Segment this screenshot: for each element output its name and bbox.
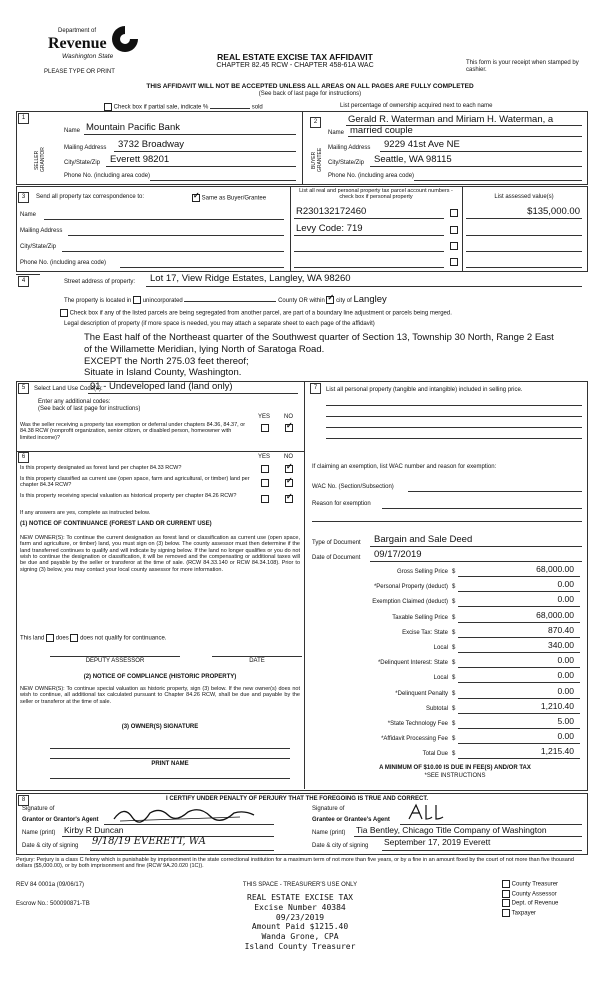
send-to-label: Send all property tax correspondence to: (36, 194, 145, 200)
receipt-note: This form is your receipt when stamped by cashier. (466, 60, 579, 74)
fin-row-label: *Delinquent Penalty (395, 691, 448, 697)
copy-treasurer-checkbox[interactable] (502, 880, 510, 888)
does-not-label: does not qualify for continuance. (80, 635, 167, 642)
see-back-header: (See back of last page for instructions) (258, 91, 362, 97)
fin-row-value[interactable]: 1,210.40 (540, 701, 574, 711)
grantee-name-label: Name (print) (312, 830, 346, 836)
grantee-signature (406, 802, 446, 822)
fin-row-dollar: $ (452, 630, 456, 636)
fin-row-label: Local (433, 645, 448, 651)
city-checkbox[interactable] (326, 296, 334, 304)
fin-row-dollar: $ (452, 615, 456, 621)
fin-row-dollar: $ (452, 584, 456, 590)
section-5-number: 5 (18, 383, 29, 394)
fin-row-underline (458, 576, 580, 577)
legal-label: Legal description of property (if more space is needed, you may attach a separate sheet to each page of the affidavit) (64, 321, 375, 327)
reason-label: Reason for exemption (312, 501, 371, 507)
legal-line-2[interactable]: of the Willamette Meridian, lying North of Saratoga Road. (84, 344, 325, 355)
notice1-text: NEW OWNER(S): To continue the current designation as forest land or classification as current use (open space, farm and agriculture, or timber) land, you must sign on (3) below. The county assessor must then determine if the land transferred continues to qualify and will indicate by signing below. If the land no longer qualifies or you do not wish to continue the designation or classification, it will be removed and the compensating or additional taxes will be due and payable by the seller or transferor at the time of sale. (RCW 84.33.140 or RCW 84.34.108). Prior to signing (3) below, you may contact your local county assessor for more information. (20, 535, 300, 573)
fin-row-value[interactable]: 0.00 (557, 686, 574, 696)
stamp-line-3: 09/23/2019 (275, 912, 325, 922)
copy-distribution (502, 880, 558, 918)
fin-row-value[interactable]: 0.00 (557, 655, 574, 665)
fin-row-underline (458, 682, 580, 683)
levy-code[interactable]: Levy Code: 719 (296, 223, 363, 234)
grantor-name-label: Name (print) (22, 830, 56, 836)
fin-row-value[interactable]: 0.00 (557, 594, 574, 604)
city-of-label: city of (336, 298, 352, 304)
grantor-date-city[interactable]: 9/18/19 EVERETT, WA (92, 836, 206, 847)
treasurer-use-label: THIS SPACE - TREASURER'S USE ONLY (242, 882, 358, 888)
fin-row-underline (458, 728, 580, 729)
copy-dor-checkbox[interactable] (502, 899, 510, 907)
sec6-q3-no-checkbox[interactable] (285, 495, 293, 503)
date-doc-label: Date of Document (312, 555, 361, 561)
corr-address-label: Mailing Address (20, 228, 63, 234)
additional-codes-label: Enter any additional codes: (38, 399, 111, 405)
please-type: PLEASE TYPE OR PRINT (44, 69, 115, 75)
assessed-header: List assessed value(s) (494, 194, 554, 200)
does-label: does (55, 635, 69, 642)
fin-row-value[interactable]: 68,000.00 (536, 564, 574, 574)
buyer-side-label: BUYER GRANTEE (311, 147, 323, 173)
stamp-line-6: Island County Treasurer (244, 941, 356, 951)
notice2-text: NEW OWNER(S): To continue special valuation as historic property, sign (3) below. If the new owner(s) does not wish to continue, all additional tax calculated pursuant to Chapter 84.26 RCW, shall be due and payable by the seller or transferor at the time of sale. (20, 686, 300, 705)
fin-row-label: *Personal Property (deduct) (373, 584, 448, 590)
sec5-no-checkbox[interactable] (285, 424, 293, 432)
section-6-number: 6 (18, 452, 29, 463)
fin-row-underline (458, 622, 580, 623)
warning-text: THIS AFFIDAVIT WILL NOT BE ACCEPTED UNLESS ALL AREAS ON ALL PAGES ARE FULLY COMPLETED (146, 83, 474, 90)
same-as-checkbox[interactable] (192, 194, 200, 202)
sec6-yes-header: YES (258, 454, 271, 460)
fin-row-label: Total Due (422, 751, 448, 757)
fin-row-label: Exemption Claimed (deduct) (372, 599, 448, 605)
seller-city-label: City/State/Zip (64, 160, 101, 166)
fin-row-value[interactable]: 68,000.00 (536, 610, 574, 620)
fin-row-value[interactable]: 5.00 (557, 716, 574, 726)
land-use-code[interactable]: 91 - Undeveloped land (land only) (90, 381, 233, 392)
seller-address[interactable]: 3732 Broadway (118, 139, 185, 150)
fin-row-value[interactable]: 340.00 (548, 640, 574, 650)
seller-name-label: Name (64, 128, 81, 134)
buyer-city-label: City/State/Zip (328, 160, 365, 166)
stamp-line-2: Excise Number 40384 (254, 902, 346, 912)
certify-statement: I CERTIFY UNDER PENALTY OF PERJURY THAT THE FOREGOING IS TRUE AND CORRECT. (166, 796, 429, 802)
seller-phone-label: Phone No. (including area code) (64, 173, 151, 179)
partial-sale-checkbox[interactable] (104, 103, 112, 111)
fin-row-value[interactable]: 0.00 (557, 670, 574, 680)
copy-assessor-label: County Assessor (511, 891, 557, 898)
fin-row-underline (458, 667, 580, 668)
property-street[interactable]: Lot 17, View Ridge Estates, Langley, WA 98260 (150, 273, 351, 284)
notice1-title: (1) NOTICE OF CONTINUANCE (FOREST LAND OR CURRENT USE) (20, 521, 212, 527)
see-instructions-label: *SEE INSTRUCTIONS (424, 773, 486, 779)
grantor-date-label: Date & city of signing (22, 843, 79, 849)
fin-row-label: *Affidavit Processing Fee (381, 736, 448, 742)
fin-row-dollar: $ (452, 736, 456, 742)
copy-taxpayer-checkbox[interactable] (502, 909, 510, 917)
section-4-number: 4 (18, 276, 29, 287)
additional-see-back: (See back of last page for instructions) (38, 406, 141, 412)
fin-row-value[interactable]: 870.40 (548, 625, 574, 635)
fin-row-label: Local (433, 675, 448, 681)
property-city[interactable]: Langley (353, 294, 387, 305)
grantor-agent-label: Grantor or Grantor's Agent (22, 817, 99, 823)
does-checkbox[interactable] (46, 634, 54, 642)
corr-city-label: City/State/Zip (20, 244, 57, 250)
sec6-q3: Is this property receiving special valuation as historical property per chapter 84.26 RCW? (20, 493, 237, 499)
exemption-question: Was the seller receiving a property tax exemption or deferral under chapters 84.36, 84.37, or 84.38 RCW (nonprofit organization, senior citizen, or disabled person, homeowner with limited income)? (20, 422, 246, 441)
legal-line-4[interactable]: Situate in Island County, Washington. (84, 367, 242, 378)
print-name-label: PRINT NAME (151, 761, 189, 767)
fin-row-underline (458, 698, 580, 699)
type-doc-label: Type of Document (312, 540, 361, 546)
fin-row-dollar: $ (452, 660, 456, 666)
corr-phone-label: Phone No. (including area code) (20, 260, 107, 266)
if-yes-note: If any answers are yes, complete as instructed below. (20, 510, 151, 516)
sec6-q1-no-checkbox[interactable] (285, 465, 293, 473)
unincorporated-checkbox[interactable] (133, 296, 141, 304)
segregated-row (60, 309, 452, 318)
fin-row-dollar: $ (452, 751, 456, 757)
sec5-yes-header: YES (258, 414, 271, 420)
date-of-document[interactable]: 09/17/2019 (374, 549, 422, 560)
buyer-phone-label: Phone No. (including area code) (328, 173, 415, 179)
grantor-signature (110, 803, 260, 825)
dor-swirl-icon (110, 24, 140, 54)
fin-row-label: Taxable Selling Price (392, 615, 448, 621)
dor-logo (48, 22, 158, 70)
legal-line-3[interactable]: EXCEPT the North 275.03 feet thereof; (84, 356, 249, 367)
seller-address-label: Mailing Address (64, 145, 107, 151)
sec6-no-header: NO (284, 454, 293, 460)
fin-row-underline (458, 713, 580, 714)
sec6-q2: Is this property classified as current use (open space, farm and agricultural, or timber) land per chapter 84.34 RCW? (20, 476, 250, 489)
grantee-print-name[interactable]: Tia Bentley, Chicago Title Company of Washington (356, 825, 547, 835)
buyer-name-label: Name (328, 130, 345, 136)
located-row (64, 294, 387, 305)
date-label: DATE (249, 658, 265, 664)
assessed-value-1[interactable]: $135,000.00 (527, 206, 580, 217)
segregated-label: Check box if any of the listed parcels are being segregated from another parcel, are part of a boundary line adjustment or parcels being merged. (69, 310, 452, 317)
fin-row-label: *State Technology Fee (387, 721, 448, 727)
partial-sale-label: Check box if partial sale, indicate % (113, 104, 209, 111)
perjury-text: Perjury: Perjury is a class C felony which is punishable by imprisonment in the state correctional institution for a maximum term of not more than five years, or by a fine in an amount fixed by the court of not more than five thousand dollars ($5,000.00), or by both imprisonment and fine (RCW 9A.20.020 (1C)). (16, 857, 574, 870)
qualify-row (20, 634, 166, 643)
fin-row-underline (458, 591, 580, 592)
buyer-name-line1[interactable]: Gerald R. Waterman and Miriam H. Waterman, a (348, 114, 554, 125)
sec5-yes-checkbox[interactable] (261, 424, 269, 432)
parcel-header: List all real and personal property tax parcel account numbers - check box if personal property (299, 188, 453, 201)
grantor-print-name[interactable]: Kirby R Duncan (64, 825, 124, 835)
land-use-label: Select Land Use Code(s): (34, 386, 103, 392)
fin-row-underline (458, 606, 580, 607)
dept-line1: Department of (58, 28, 97, 34)
fin-row-label: Excise Tax: State (402, 630, 448, 636)
fin-row-dollar: $ (452, 721, 456, 727)
fin-row-dollar: $ (452, 691, 456, 697)
minimum-due-label: A MINIMUM OF $10.00 IS DUE IN FEE(S) AND/OR TAX (379, 765, 531, 771)
sec6-q2-yes-checkbox[interactable] (261, 479, 269, 487)
sec6-q1-yes-checkbox[interactable] (261, 465, 269, 473)
deputy-assessor-label: DEPUTY ASSESSOR (85, 658, 145, 664)
section-1-number: 1 (18, 113, 29, 124)
copy-taxpayer-label: Taxpayer (511, 910, 536, 917)
copy-treasurer-label: County Treasurer (511, 881, 559, 888)
grantee-date-city[interactable]: September 17, 2019 Everett (384, 837, 491, 847)
section-2-number: 2 (310, 117, 321, 128)
buyer-address-label: Mailing Address (328, 145, 371, 151)
escrow-number: Escrow No.: 500090871-TB (16, 901, 90, 907)
fin-row-underline (458, 637, 580, 638)
form-chapter: CHAPTER 82.45 RCW - CHAPTER 458-61A WAC (216, 62, 374, 69)
sec6-q2-no-checkbox[interactable] (285, 479, 293, 487)
fin-row-value[interactable]: 0.00 (557, 731, 574, 741)
section-7-number: 7 (310, 383, 321, 394)
street-label: Street address of property: (64, 279, 136, 285)
dept-line2: Revenue (48, 35, 107, 52)
this-land-label: This land (20, 635, 45, 642)
fin-row-dollar: $ (452, 675, 456, 681)
section-3-number: 3 (18, 192, 29, 203)
personal-prop-label: List all personal property (tangible and intangible) included in selling price. (326, 387, 523, 393)
parcel-4-personal-checkbox[interactable] (450, 258, 458, 266)
seller-side-label: SELLER GRANTOR (34, 147, 46, 173)
dept-line3: Washington State (62, 53, 114, 60)
fin-row-dollar: $ (452, 706, 456, 712)
stamp-line-5: Wanda Grone, CPA (261, 932, 339, 941)
form-title: REAL ESTATE EXCISE TAX AFFIDAVIT (217, 52, 373, 62)
fin-row-label: Gross Selling Price (396, 569, 448, 575)
fin-row-value[interactable]: 1,215.40 (540, 746, 574, 756)
parcel-3-personal-checkbox[interactable] (450, 242, 458, 250)
fin-row-label: Subtotal (425, 706, 448, 712)
owner-signature-label: (3) OWNER(S) SIGNATURE (121, 724, 199, 730)
fin-row-dollar: $ (452, 569, 456, 575)
county-or-label: County OR within (278, 298, 325, 304)
claim-exempt-label: If claiming an exemption, list WAC number and reason for exemption: (312, 464, 497, 470)
stamp-line-1: REAL ESTATE EXCISE TAX (247, 893, 353, 902)
fin-row-label: *Delinquent Interest: State (377, 660, 448, 666)
parcel-number-1[interactable]: R230132172460 (296, 206, 367, 217)
parcel-2-personal-checkbox[interactable] (450, 226, 458, 234)
copy-dor-label: Dept. of Revenue (511, 900, 559, 907)
grantor-sig-of-label: Signature of (22, 806, 55, 812)
copy-assessor-checkbox[interactable] (502, 890, 510, 898)
rev-number: REV 84 0001a (09/06/17) (16, 882, 85, 888)
fin-row-dollar: $ (452, 645, 456, 651)
list-pct-label: List percentage of ownership acquired next to each name (340, 103, 493, 109)
sec6-q1: Is this property designated as forest land per chapter 84.33 RCW? (20, 465, 182, 471)
wac-label: WAC No. (Section/Subsection) (312, 484, 394, 490)
fin-row-dollar: $ (452, 599, 456, 605)
notice2-title: (2) NOTICE OF COMPLIANCE (HISTORIC PROPERTY) (83, 674, 237, 680)
fin-row-underline (458, 758, 580, 759)
fin-row-underline (458, 743, 580, 744)
same-as-label: Same as Buyer/Grantee (201, 195, 267, 202)
grantee-agent-label: Grantee or Grantee's Agent (312, 817, 390, 823)
grantee-sig-of-label: Signature of (312, 806, 345, 812)
does-not-checkbox[interactable] (70, 634, 78, 642)
parcel-1-personal-checkbox[interactable] (450, 209, 458, 217)
buyer-city[interactable]: Seattle, WA 98115 (374, 154, 452, 165)
segregated-checkbox[interactable] (60, 309, 68, 317)
same-as-row (192, 194, 266, 203)
sold-label: sold (251, 104, 263, 111)
legal-line-1[interactable]: The East half of the Northeast quarter of the Southwest quarter of Section 13, Township 30 North, Range 2 East (84, 332, 554, 343)
fin-row-value[interactable]: 0.00 (557, 579, 574, 589)
sec6-q3-yes-checkbox[interactable] (261, 495, 269, 503)
seller-name[interactable]: Mountain Pacific Bank (86, 122, 180, 133)
located-in-label: The property is located in (64, 298, 132, 304)
fin-row-underline (458, 652, 580, 653)
grantee-date-label: Date & city of signing (312, 843, 369, 849)
buyer-address[interactable]: 9229 41st Ave NE (384, 139, 460, 150)
stamp-line-4: Amount Paid $1215.40 (251, 922, 349, 932)
corr-name-label: Name (20, 212, 37, 218)
buyer-name-line2[interactable]: married couple (350, 125, 413, 136)
section-8-number: 8 (18, 795, 29, 806)
unincorporated-label: unincorporated (142, 298, 183, 304)
treasurer-stamp (180, 893, 420, 952)
type-of-document[interactable]: Bargain and Sale Deed (374, 534, 473, 545)
seller-city[interactable]: Everett 98201 (110, 154, 170, 165)
sec5-no-header: NO (284, 414, 293, 420)
